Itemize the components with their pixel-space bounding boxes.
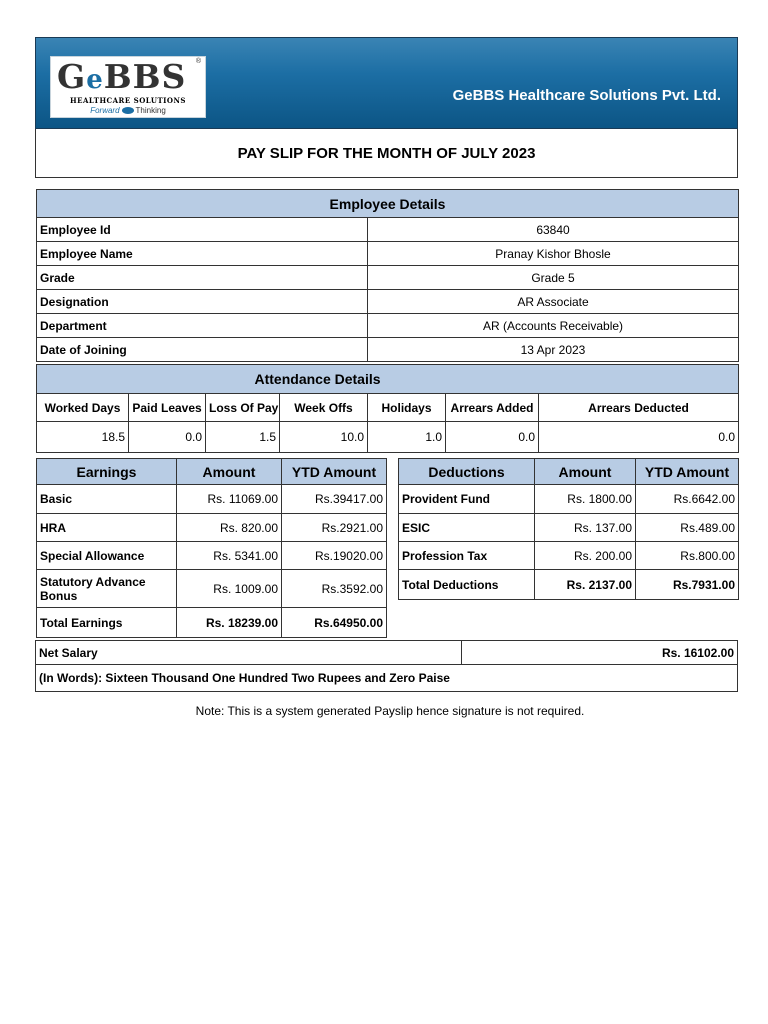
earning-ytd: Rs.3592.00: [282, 570, 387, 608]
deductions-table: [398, 458, 739, 600]
table-row: [37, 338, 739, 362]
earning-label: HRA: [37, 514, 177, 542]
deduction-amount: Rs. 200.00: [535, 542, 636, 570]
logo-subtitle: HEALTHCARE SOLUTIONS: [70, 96, 186, 105]
earning-ytd: Rs.39417.00: [282, 485, 387, 514]
field-value: AR Associate: [368, 290, 739, 314]
table-row: [37, 542, 387, 570]
attendance-value: 0.0: [446, 422, 539, 453]
net-salary-label: Net Salary: [39, 646, 98, 660]
attendance-values-row: [37, 422, 739, 453]
net-salary-value: Rs. 16102.00: [661, 646, 734, 660]
earning-label: Basic: [37, 485, 177, 514]
earning-ytd: Rs.2921.00: [282, 514, 387, 542]
column-header: Week Offs: [280, 394, 368, 422]
total-deductions-amount: Rs. 2137.00: [535, 570, 636, 600]
logo-tagline: Forward Thinking: [90, 106, 166, 115]
attendance-value: 10.0: [280, 422, 368, 453]
column-header: Holidays: [368, 394, 446, 422]
deduction-ytd: Rs.489.00: [636, 514, 739, 542]
total-earnings-amount: Rs. 18239.00: [177, 608, 282, 638]
field-value: Grade 5: [368, 266, 739, 290]
attendance-header-row: [37, 394, 739, 422]
company-name: GeBBS Healthcare Solutions Pvt. Ltd.: [452, 87, 721, 104]
deduction-label: ESIC: [399, 514, 535, 542]
attendance-value: 1.5: [206, 422, 280, 453]
footer-note: Note: This is a system generated Payslip hence signature is not required.: [195, 704, 585, 718]
earnings-table: [36, 458, 387, 638]
logo-dot-icon: [122, 107, 134, 114]
attendance-value: 1.0: [368, 422, 446, 453]
total-earnings-label: Total Earnings: [37, 608, 177, 638]
earning-label: Statutory Advance Bonus: [37, 570, 177, 608]
column-header: Paid Leaves: [129, 394, 206, 422]
logo-wordmark: GeBBS: [57, 57, 187, 96]
total-earnings-ytd: Rs.64950.00: [282, 608, 387, 638]
field-value: AR (Accounts Receivable): [368, 314, 739, 338]
earnings-heading: Earnings: [37, 459, 177, 485]
attendance-value: 18.5: [37, 422, 129, 453]
field-value: Pranay Kishor Bhosle: [368, 242, 739, 266]
deduction-amount: Rs. 1800.00: [535, 485, 636, 514]
field-value: 63840: [368, 218, 739, 242]
table-row: [399, 542, 739, 570]
ytd-amount-heading: YTD Amount: [636, 459, 739, 485]
deduction-amount: Rs. 137.00: [535, 514, 636, 542]
net-salary-in-words: (In Words): Sixteen Thousand One Hundred Two Rupees and Zero Paise: [39, 671, 450, 685]
earning-ytd: Rs.19020.00: [282, 542, 387, 570]
divider: [461, 641, 462, 665]
attendance-value: 0.0: [539, 422, 739, 453]
table-row: [37, 314, 739, 338]
deduction-label: Provident Fund: [399, 485, 535, 514]
deduction-label: Profession Tax: [399, 542, 535, 570]
column-header: Loss Of Pay: [206, 394, 280, 422]
employee-details-table: [36, 189, 739, 362]
field-label: Designation: [37, 290, 368, 314]
deductions-heading: Deductions: [399, 459, 535, 485]
table-row: [37, 570, 387, 608]
table-row: [37, 290, 739, 314]
amount-heading: Amount: [177, 459, 282, 485]
net-salary-box: [35, 640, 738, 692]
total-deductions-row: [399, 570, 739, 600]
field-label: Employee Name: [37, 242, 368, 266]
column-header: Arrears Deducted: [539, 394, 739, 422]
deduction-ytd: Rs.800.00: [636, 542, 739, 570]
table-row: [37, 514, 387, 542]
company-logo: [50, 56, 206, 118]
logo-registered-mark: ®: [195, 58, 201, 65]
total-deductions-label: Total Deductions: [399, 570, 535, 600]
header-banner: [35, 37, 738, 129]
earning-amount: Rs. 1009.00: [177, 570, 282, 608]
table-row: [37, 242, 739, 266]
table-row: [37, 485, 387, 514]
field-label: Employee Id: [37, 218, 368, 242]
column-header: Arrears Added: [446, 394, 539, 422]
earning-amount: Rs. 11069.00: [177, 485, 282, 514]
ytd-amount-heading: YTD Amount: [282, 459, 387, 485]
field-label: Date of Joining: [37, 338, 368, 362]
attendance-details-heading: Attendance Details: [37, 365, 739, 394]
deduction-ytd: Rs.6642.00: [636, 485, 739, 514]
total-earnings-row: [37, 608, 387, 638]
table-row: [37, 266, 739, 290]
earning-amount: Rs. 5341.00: [177, 542, 282, 570]
total-deductions-ytd: Rs.7931.00: [636, 570, 739, 600]
field-label: Department: [37, 314, 368, 338]
earning-amount: Rs. 820.00: [177, 514, 282, 542]
amount-heading: Amount: [535, 459, 636, 485]
employee-details-heading: Employee Details: [37, 190, 739, 218]
net-salary-row: [36, 641, 737, 665]
attendance-value: 0.0: [129, 422, 206, 453]
table-row: [399, 514, 739, 542]
table-row: [37, 218, 739, 242]
column-header: Worked Days: [37, 394, 129, 422]
table-row: [399, 485, 739, 514]
attendance-details-table: [36, 364, 739, 453]
earning-label: Special Allowance: [37, 542, 177, 570]
field-value: 13 Apr 2023: [368, 338, 739, 362]
field-label: Grade: [37, 266, 368, 290]
payslip-title: PAY SLIP FOR THE MONTH OF JULY 2023: [35, 129, 738, 178]
